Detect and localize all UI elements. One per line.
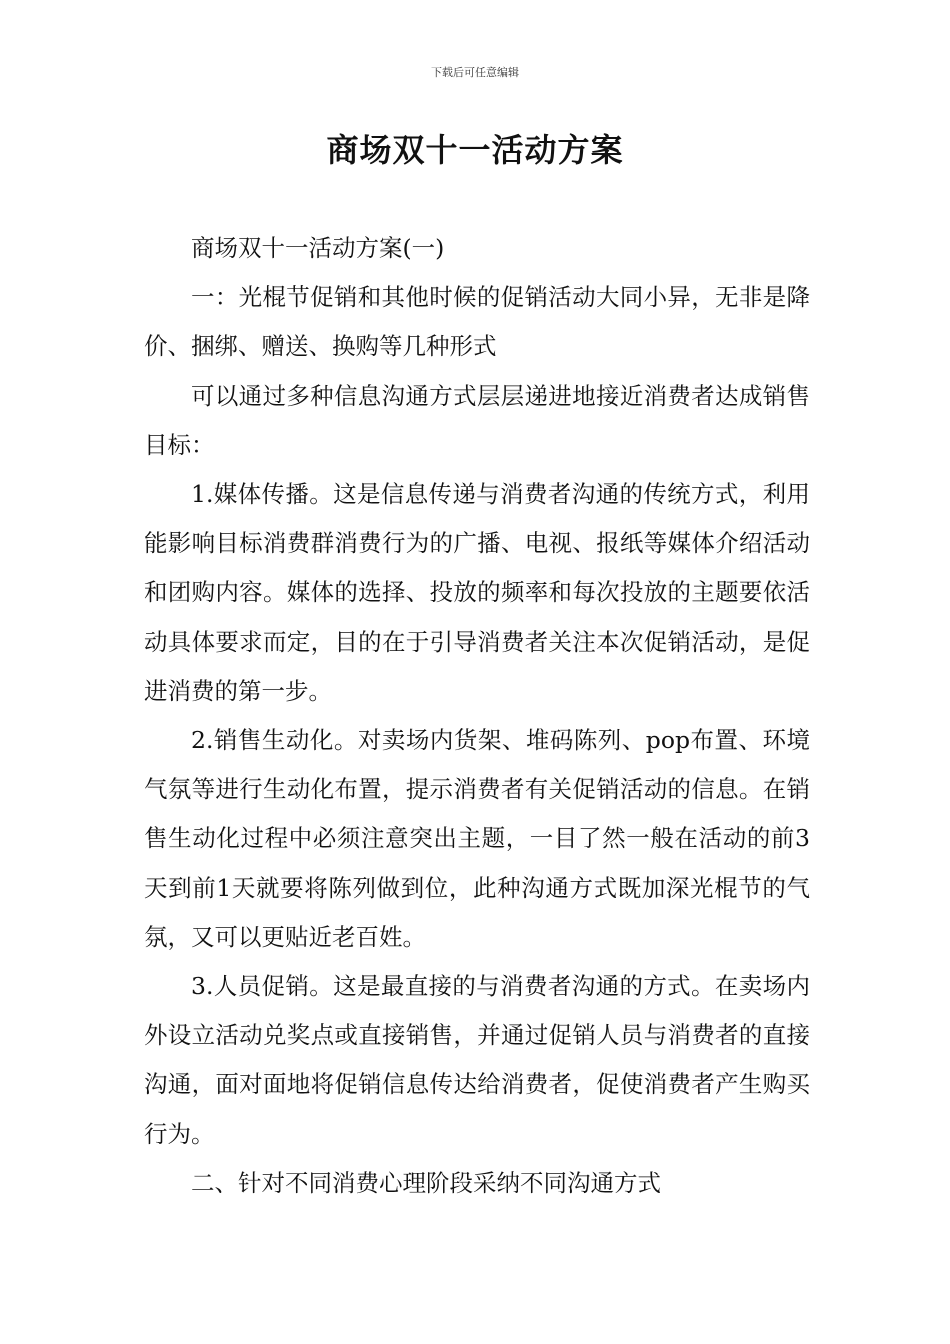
paragraph: 一：光棍节促销和其他时候的促销活动大同小异，无非是降价、捆绑、赠送、换购等几种形式 xyxy=(144,283,810,361)
paragraph: 2.销售生动化。对卖场内货架、堆码陈列、pop布置、环境气氛等进行生动化布置，提示消费者有关促销活动的信息。在销售生动化过程中必须注意突出主题，一目了然一般在活动的前3天到前1天就要将陈列做到位，此种沟通方式既加深光棍节的气氛，又可以更贴近老百姓。 xyxy=(144,726,810,951)
paragraph: 3.人员促销。这是最直接的与消费者沟通的方式。在卖场内外设立活动兑奖点或直接销售，并通过促销人员与消费者的直接沟通，面对面地将促销信息传达给消费者，促使消费者产生购买行为。 xyxy=(144,972,810,1148)
paragraph: 商场双十一活动方案(一) xyxy=(191,234,445,262)
paragraph: 1.媒体传播。这是信息传递与消费者沟通的传统方式，利用能影响目标消费群消费行为的广播、电视、报纸等媒体介绍活动和团购内容。媒体的选择、投放的频率和每次投放的主题要依活动具体要求而定，目的在于引导消费者关注本次促销活动，是促进消费的第一步。 xyxy=(144,480,810,705)
document-title: 商场双十一活动方案 xyxy=(326,131,624,169)
document-body xyxy=(144,224,810,1208)
header-note: 下载后可任意编辑 xyxy=(431,66,519,79)
paragraph: 可以通过多种信息沟通方式层层递进地接近消费者达成销售目标： xyxy=(144,381,810,459)
paragraph: 二、针对不同消费心理阶段采纳不同沟通方式 xyxy=(191,1168,661,1197)
